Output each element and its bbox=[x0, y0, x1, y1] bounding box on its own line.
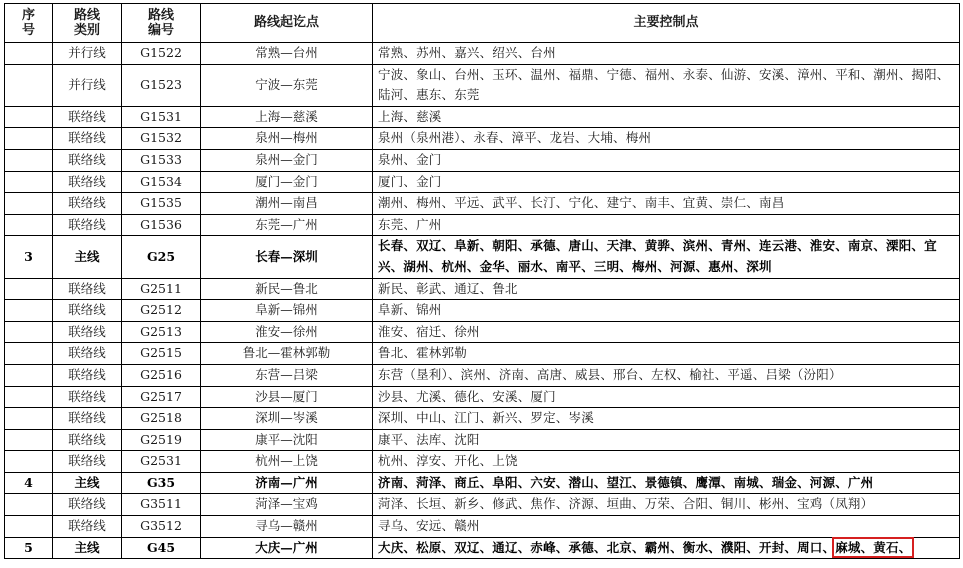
cell-code-text: G2513 bbox=[140, 323, 182, 339]
cell-route-text: 常熟—台州 bbox=[255, 45, 318, 60]
cell-type-text: 联络线 bbox=[68, 173, 106, 189]
cell-code bbox=[122, 300, 201, 322]
cell-seq bbox=[5, 128, 53, 150]
highlighted-control-points: 麻城、黄石、 bbox=[835, 539, 912, 555]
cell-code-text: G1533 bbox=[140, 151, 182, 167]
cell-type-text: 联络线 bbox=[68, 496, 106, 512]
cell-route bbox=[201, 106, 373, 128]
table-body bbox=[5, 43, 960, 559]
cell-route-text: 厦门—金门 bbox=[255, 173, 318, 189]
cell-control-text: 沙县、尤溪、德化、安溪、厦门 bbox=[378, 388, 556, 404]
cell-code bbox=[122, 364, 201, 386]
cell-type bbox=[53, 214, 122, 236]
cell-type bbox=[53, 408, 122, 430]
table-header-row bbox=[5, 4, 960, 43]
cell-route-text: 沙县—厦门 bbox=[255, 388, 318, 404]
cell-route bbox=[201, 171, 373, 193]
cell-seq bbox=[5, 106, 53, 128]
table-row bbox=[5, 43, 960, 65]
cell-code bbox=[122, 494, 201, 516]
cell-code bbox=[122, 472, 201, 494]
cell-seq bbox=[5, 171, 53, 193]
cell-route-text: 长春—深圳 bbox=[255, 248, 318, 264]
cell-control-text: 杭州、淳安、开化、上饶 bbox=[378, 453, 518, 469]
cell-code-text: G35 bbox=[146, 474, 176, 490]
cell-type-text: 联络线 bbox=[68, 345, 106, 361]
table-row bbox=[5, 171, 960, 193]
cell-code-text: G1532 bbox=[140, 130, 182, 146]
cell-code-text: G2518 bbox=[140, 410, 182, 426]
cell-code-text: G1522 bbox=[140, 45, 182, 60]
cell-type-text: 并行线 bbox=[68, 76, 106, 92]
cell-seq bbox=[5, 321, 53, 343]
cell-code-text: G1531 bbox=[140, 108, 182, 124]
cell-route-text: 大庆—广州 bbox=[255, 539, 318, 555]
cell-control bbox=[373, 537, 960, 559]
cell-type-text: 联络线 bbox=[68, 195, 106, 211]
cell-type bbox=[53, 364, 122, 386]
cell-route bbox=[201, 321, 373, 343]
cell-code bbox=[122, 106, 201, 128]
cell-route bbox=[201, 343, 373, 365]
cell-control bbox=[373, 43, 960, 65]
cell-type bbox=[53, 193, 122, 215]
cell-route bbox=[201, 300, 373, 322]
cell-route bbox=[201, 429, 373, 451]
cell-route-text: 新民—鲁北 bbox=[255, 280, 318, 296]
table-row bbox=[5, 343, 960, 365]
cell-route bbox=[201, 408, 373, 430]
table-row bbox=[5, 472, 960, 494]
cell-seq-text: 3 bbox=[24, 248, 33, 264]
cell-type bbox=[53, 171, 122, 193]
cell-route-text: 宁波—东莞 bbox=[255, 76, 318, 92]
cell-control bbox=[373, 386, 960, 408]
cell-type-text: 联络线 bbox=[68, 518, 106, 534]
cell-type bbox=[53, 343, 122, 365]
cell-control bbox=[373, 214, 960, 236]
cell-code bbox=[122, 64, 201, 106]
cell-seq bbox=[5, 516, 53, 538]
cell-type-text: 联络线 bbox=[68, 388, 106, 404]
cell-control bbox=[373, 149, 960, 171]
cell-seq bbox=[5, 408, 53, 430]
cell-code-text: G2515 bbox=[140, 345, 182, 361]
cell-control bbox=[373, 106, 960, 128]
header-control: 主要控制点 bbox=[373, 4, 960, 43]
cell-route bbox=[201, 128, 373, 150]
cell-type bbox=[53, 128, 122, 150]
table-row bbox=[5, 386, 960, 408]
cell-control-text: 寻乌、安远、赣州 bbox=[378, 518, 480, 534]
cell-type-text: 联络线 bbox=[68, 280, 106, 296]
cell-type bbox=[53, 64, 122, 106]
cell-route bbox=[201, 386, 373, 408]
cell-code-text: G25 bbox=[146, 248, 176, 264]
cell-seq bbox=[5, 472, 53, 494]
cell-control-text: 济南、菏泽、商丘、阜阳、六安、潜山、望江、景德镇、鹰潭、南城、瑞金、河源、广州 bbox=[378, 474, 874, 490]
cell-seq bbox=[5, 214, 53, 236]
cell-control bbox=[373, 343, 960, 365]
cell-code-text: G1535 bbox=[140, 195, 182, 211]
table-row bbox=[5, 64, 960, 106]
cell-code bbox=[122, 278, 201, 300]
cell-code bbox=[122, 128, 201, 150]
cell-route bbox=[201, 278, 373, 300]
table-row bbox=[5, 408, 960, 430]
cell-control-text: 潮州、梅州、平远、武平、长汀、宁化、建宁、南丰、宜黄、崇仁、南昌 bbox=[378, 195, 785, 211]
cell-route bbox=[201, 537, 373, 559]
cell-type-text: 联络线 bbox=[68, 323, 106, 339]
cell-route bbox=[201, 149, 373, 171]
cell-code bbox=[122, 321, 201, 343]
cell-code-text: G2512 bbox=[140, 302, 182, 318]
cell-code-text: G2519 bbox=[140, 431, 182, 447]
cell-control-text: 深圳、中山、江门、新兴、罗定、岑溪 bbox=[378, 410, 594, 426]
cell-code-text: G45 bbox=[146, 539, 176, 555]
cell-seq-text: 4 bbox=[24, 474, 33, 490]
table-row bbox=[5, 364, 960, 386]
cell-control bbox=[373, 171, 960, 193]
table-row bbox=[5, 321, 960, 343]
cell-route-text: 淮安—徐州 bbox=[255, 323, 318, 339]
cell-type-text: 联络线 bbox=[68, 151, 106, 167]
cell-code bbox=[122, 43, 201, 65]
expressway-route-table bbox=[4, 3, 960, 559]
cell-control-text: 东莞、广州 bbox=[378, 216, 442, 232]
cell-control bbox=[373, 128, 960, 150]
cell-code bbox=[122, 149, 201, 171]
cell-type bbox=[53, 149, 122, 171]
table-row bbox=[5, 236, 960, 278]
cell-control bbox=[373, 516, 960, 538]
cell-control-text: 长春、双辽、阜新、朝阳、承德、唐山、天津、黄骅、滨州、青州、连云港、淮安、南京、溧阳、宜兴、湖州、杭州、金华、丽水、南平、三明、梅州、河源、惠州、深圳 bbox=[378, 238, 937, 274]
cell-code-text: G3512 bbox=[140, 518, 182, 534]
cell-code bbox=[122, 236, 201, 278]
cell-seq bbox=[5, 537, 53, 559]
cell-seq bbox=[5, 236, 53, 278]
cell-route bbox=[201, 43, 373, 65]
cell-code bbox=[122, 386, 201, 408]
cell-code-text: G1534 bbox=[140, 173, 182, 189]
cell-route-text: 泉州—梅州 bbox=[255, 130, 318, 146]
cell-type bbox=[53, 321, 122, 343]
cell-control bbox=[373, 429, 960, 451]
cell-code bbox=[122, 343, 201, 365]
cell-control bbox=[373, 321, 960, 343]
cell-seq bbox=[5, 278, 53, 300]
cell-seq bbox=[5, 451, 53, 473]
cell-type-text: 联络线 bbox=[68, 410, 106, 426]
cell-type-text: 联络线 bbox=[68, 216, 106, 232]
cell-route-text: 深圳—岑溪 bbox=[255, 410, 318, 426]
cell-route-text: 东营—吕梁 bbox=[255, 366, 318, 382]
cell-control bbox=[373, 364, 960, 386]
table-row bbox=[5, 516, 960, 538]
cell-type-text: 联络线 bbox=[68, 366, 106, 382]
cell-code-text: G1523 bbox=[140, 76, 182, 92]
cell-control bbox=[373, 278, 960, 300]
cell-control bbox=[373, 472, 960, 494]
cell-type-text: 联络线 bbox=[68, 302, 106, 318]
cell-route-text: 东莞—广州 bbox=[255, 216, 318, 232]
cell-type bbox=[53, 537, 122, 559]
cell-seq bbox=[5, 386, 53, 408]
table-row bbox=[5, 537, 960, 559]
table-row bbox=[5, 494, 960, 516]
cell-seq-text: 5 bbox=[24, 539, 33, 555]
cell-type bbox=[53, 43, 122, 65]
cell-type bbox=[53, 386, 122, 408]
cell-type-text: 联络线 bbox=[68, 431, 106, 447]
table-row bbox=[5, 300, 960, 322]
table-row bbox=[5, 278, 960, 300]
table-row bbox=[5, 193, 960, 215]
cell-route bbox=[201, 451, 373, 473]
header-route: 路线起讫点 bbox=[201, 4, 373, 43]
header-seq: 序 号 bbox=[5, 4, 53, 43]
cell-type bbox=[53, 451, 122, 473]
cell-route bbox=[201, 193, 373, 215]
cell-route bbox=[201, 516, 373, 538]
cell-control-text: 常熟、苏州、嘉兴、绍兴、台州 bbox=[378, 45, 556, 60]
cell-route bbox=[201, 236, 373, 278]
cell-control-text: 阜新、锦州 bbox=[378, 302, 442, 318]
cell-control bbox=[373, 408, 960, 430]
cell-route bbox=[201, 64, 373, 106]
cell-route-text: 康平—沈阳 bbox=[255, 431, 318, 447]
cell-type bbox=[53, 278, 122, 300]
cell-control bbox=[373, 300, 960, 322]
cell-route bbox=[201, 494, 373, 516]
cell-code bbox=[122, 516, 201, 538]
cell-seq bbox=[5, 343, 53, 365]
cell-type-text: 联络线 bbox=[68, 108, 106, 124]
cell-code-text: G2531 bbox=[140, 453, 182, 469]
cell-route bbox=[201, 214, 373, 236]
cell-type-text: 主线 bbox=[74, 474, 100, 490]
cell-control-text: 菏泽、长垣、新乡、修武、焦作、济源、垣曲、万荣、合阳、铜川、彬州、宝鸡（凤翔） bbox=[378, 496, 874, 512]
cell-control-text: 泉州、金门 bbox=[378, 151, 442, 167]
cell-code bbox=[122, 214, 201, 236]
cell-seq bbox=[5, 64, 53, 106]
cell-code bbox=[122, 171, 201, 193]
table-row bbox=[5, 106, 960, 128]
cell-type bbox=[53, 494, 122, 516]
cell-code-text: G1536 bbox=[140, 216, 182, 232]
cell-control-text: 宁波、象山、台州、玉环、温州、福鼎、宁德、福州、永泰、仙游、安溪、漳州、平和、潮州、揭阳、陆河、惠东、东莞 bbox=[378, 66, 950, 103]
cell-route-text: 济南—广州 bbox=[255, 474, 318, 490]
cell-control-text: 淮安、宿迁、徐州 bbox=[378, 323, 480, 339]
cell-control-text: 泉州（泉州港）、永春、漳平、龙岩、大埔、梅州 bbox=[378, 130, 652, 146]
cell-code bbox=[122, 193, 201, 215]
cell-control bbox=[373, 451, 960, 473]
table-row bbox=[5, 214, 960, 236]
cell-control-text: 厦门、金门 bbox=[378, 173, 442, 189]
header-code: 路线 编号 bbox=[122, 4, 201, 43]
header-type: 路线 类别 bbox=[53, 4, 122, 43]
cell-code-text: G2511 bbox=[140, 280, 182, 296]
cell-type-text: 主线 bbox=[74, 248, 100, 264]
cell-control-text: 新民、彰武、通辽、鲁北 bbox=[378, 280, 518, 296]
cell-seq bbox=[5, 193, 53, 215]
cell-route-text: 泉州—金门 bbox=[255, 151, 318, 167]
cell-type bbox=[53, 106, 122, 128]
table-row bbox=[5, 429, 960, 451]
cell-control bbox=[373, 236, 960, 278]
cell-type-text: 联络线 bbox=[68, 130, 106, 146]
cell-route-text: 寻乌—赣州 bbox=[255, 518, 318, 534]
cell-seq bbox=[5, 300, 53, 322]
cell-type-text: 联络线 bbox=[68, 453, 106, 469]
cell-route-text: 潮州—南昌 bbox=[255, 195, 318, 211]
cell-route bbox=[201, 364, 373, 386]
cell-route-text: 上海—慈溪 bbox=[255, 108, 318, 124]
cell-control-text: 鲁北、霍林郭勒 bbox=[378, 345, 467, 361]
cell-type-text: 主线 bbox=[74, 539, 100, 555]
cell-control-text: 上海、慈溪 bbox=[378, 108, 442, 124]
cell-control bbox=[373, 494, 960, 516]
cell-seq bbox=[5, 494, 53, 516]
cell-seq bbox=[5, 429, 53, 451]
cell-control-text: 大庆、松原、双辽、通辽、赤峰、承德、北京、霸州、衡水、濮阳、开封、周口、 bbox=[378, 539, 836, 555]
table-row bbox=[5, 149, 960, 171]
table-row bbox=[5, 451, 960, 473]
cell-route-text: 阜新—锦州 bbox=[255, 302, 318, 318]
cell-control-text: 康平、法库、沈阳 bbox=[378, 431, 480, 447]
cell-control bbox=[373, 64, 960, 106]
cell-code bbox=[122, 429, 201, 451]
cell-code bbox=[122, 408, 201, 430]
table-row bbox=[5, 128, 960, 150]
cell-code bbox=[122, 537, 201, 559]
cell-type bbox=[53, 429, 122, 451]
cell-route bbox=[201, 472, 373, 494]
cell-type bbox=[53, 300, 122, 322]
cell-type bbox=[53, 516, 122, 538]
cell-route-text: 杭州—上饶 bbox=[255, 453, 318, 469]
cell-code-text: G3511 bbox=[140, 496, 182, 512]
cell-seq bbox=[5, 43, 53, 65]
cell-control bbox=[373, 193, 960, 215]
cell-type-text: 并行线 bbox=[68, 45, 106, 60]
cell-route-text: 菏泽—宝鸡 bbox=[255, 496, 318, 512]
cell-code bbox=[122, 451, 201, 473]
cell-type bbox=[53, 236, 122, 278]
cell-seq bbox=[5, 364, 53, 386]
cell-control-text: 东营（垦利）、滨州、济南、高唐、威县、邢台、左权、榆社、平遥、吕梁（汾阳） bbox=[378, 366, 842, 382]
cell-seq bbox=[5, 149, 53, 171]
cell-route-text: 鲁北—霍林郭勒 bbox=[242, 345, 331, 361]
cell-code-text: G2517 bbox=[140, 388, 182, 404]
cell-type bbox=[53, 472, 122, 494]
cell-code-text: G2516 bbox=[140, 366, 182, 382]
